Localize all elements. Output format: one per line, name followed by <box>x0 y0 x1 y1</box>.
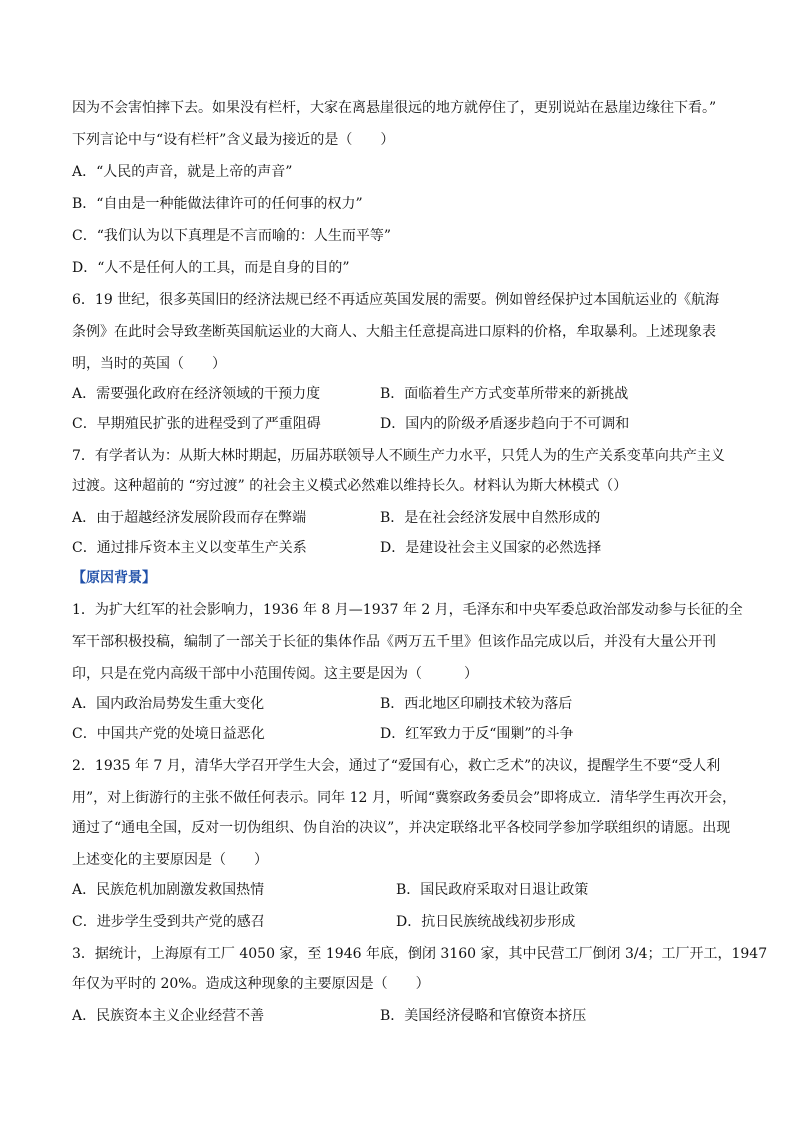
q7-option-a: A．由于超越经济发展阶段而存在弊端 <box>72 510 307 526</box>
r2-option-d: D．抗日民族统战线初步形成 <box>396 914 576 930</box>
q7-question-stem: 过渡。这种超前的 “穷过渡” 的社会主义模式必然难以维持长久。材料认为斯大林模式（） <box>72 478 628 494</box>
section-heading: 【原因背景】 <box>72 570 156 586</box>
q5-question-stem: 下列言论中与“设有栏杆”含义最为接近的是（ ） <box>72 132 395 148</box>
r1-question-stem: 印，只是在党内高级干部中小范围传阅。这主要是因为（ ） <box>72 666 478 682</box>
q7-option-c: C．通过排斥资本主义以变革生产关系 <box>72 540 307 556</box>
q7-option-b: B．是在社会经济发展中自然形成的 <box>380 510 601 526</box>
r3-question-stem: 年仅为平时的 20%。造成这种现象的主要原因是（ ） <box>72 976 430 992</box>
r2-option-a: A．民族危机加剧激发救国热情 <box>72 882 265 898</box>
q7-text-line: 7．有学者认为：从斯大林时期起，历届苏联领导人不顾生产力水平，只凭人为的生产关系变革向共产主义 <box>72 448 725 464</box>
q6-option-d: D．国内的阶级矛盾逐步趋向于不可调和 <box>380 416 630 432</box>
r1-option-d: D．红军致力于反“围剿”的斗争 <box>380 726 574 742</box>
q6-option-c: C．早期殖民扩张的进程受到了严重阻碍 <box>72 416 321 432</box>
q5-option-c: C．“我们认为以下真理是不言而喻的：人生而平等” <box>72 228 392 244</box>
r3-option-a: A．民族资本主义企业经营不善 <box>72 1008 265 1024</box>
r2-option-b: B．国民政府采取对日退让政策 <box>396 882 589 898</box>
r1-option-b: B．西北地区印刷技术较为落后 <box>380 696 573 712</box>
r2-text-line: 通过了“通电全国，反对一切伪组织、伪自治的决议”，并决定联络北平各校同学参加学联组织的请愿。出现 <box>72 820 731 836</box>
r1-text-line: 军干部积极投稿，编制了一部关于长征的集体作品《两万五千里》但该作品完成以后，并没有大量公开刊 <box>72 634 716 650</box>
r1-option-c: C．中国共产党的处境日益恶化 <box>72 726 265 742</box>
r2-option-c: C．进步学生受到共产党的感召 <box>72 914 265 930</box>
q6-text-line: 6．19 世纪，很多英国旧的经济法规已经不再适应英国发展的需要。例如曾经保护过本国航运业的《航海 <box>72 292 720 308</box>
r2-text-line: 用”，对上街游行的主张不做任何表示。同年 12 月，听闻“冀察政务委员会”即将成立．清华学生再次开会， <box>72 790 737 806</box>
q5-option-a: A．“人民的声音，就是上帝的声音” <box>72 164 293 180</box>
r1-text-line: 1．为扩大红军的社会影响力，1936 年 8 月—1937 年 2 月，毛泽东和中央军委总政治部发动参与长征的全 <box>72 602 743 618</box>
q6-option-b: B．面临着生产方式变革所带来的新挑战 <box>380 386 629 402</box>
r3-text-line: 3．据统计，上海原有工厂 4050 家，至 1946 年底，倒闭 3160 家，其中民营工厂倒闭 3/4；工厂开工，1947 <box>72 946 768 962</box>
q5-option-b: B．“自由是一种能做法律许可的任何事的权力” <box>72 196 363 212</box>
r3-option-b: B．美国经济侵略和官僚资本挤压 <box>380 1008 587 1024</box>
r2-text-line: 2．1935 年 7 月，清华大学召开学生大会，通过了“爱国有心，救亡乏术”的决议，提醒学生不要“受人利 <box>72 758 721 774</box>
q6-option-a: A．需要强化政府在经济领域的干预力度 <box>72 386 321 402</box>
r2-question-stem: 上述变化的主要原因是（ ） <box>72 852 268 868</box>
q5-text-line: 因为不会害怕摔下去。如果没有栏杆，大家在离悬崖很远的地方就停住了，更别说站在悬崖边缘往下看。” <box>72 100 717 116</box>
q7-option-d: D．是建设社会主义国家的必然选择 <box>380 540 602 556</box>
q6-text-line: 条例》在此时会导致垄断英国航运业的大商人、大船主任意提高进口原料的价格，牟取暴利。上述现象表 <box>72 324 716 340</box>
q5-option-d: D．“人不是任何人的工具，而是自身的目的” <box>72 260 350 276</box>
q6-question-stem: 明，当时的英国（ ） <box>72 356 226 372</box>
r1-option-a: A．国内政治局势发生重大变化 <box>72 696 265 712</box>
